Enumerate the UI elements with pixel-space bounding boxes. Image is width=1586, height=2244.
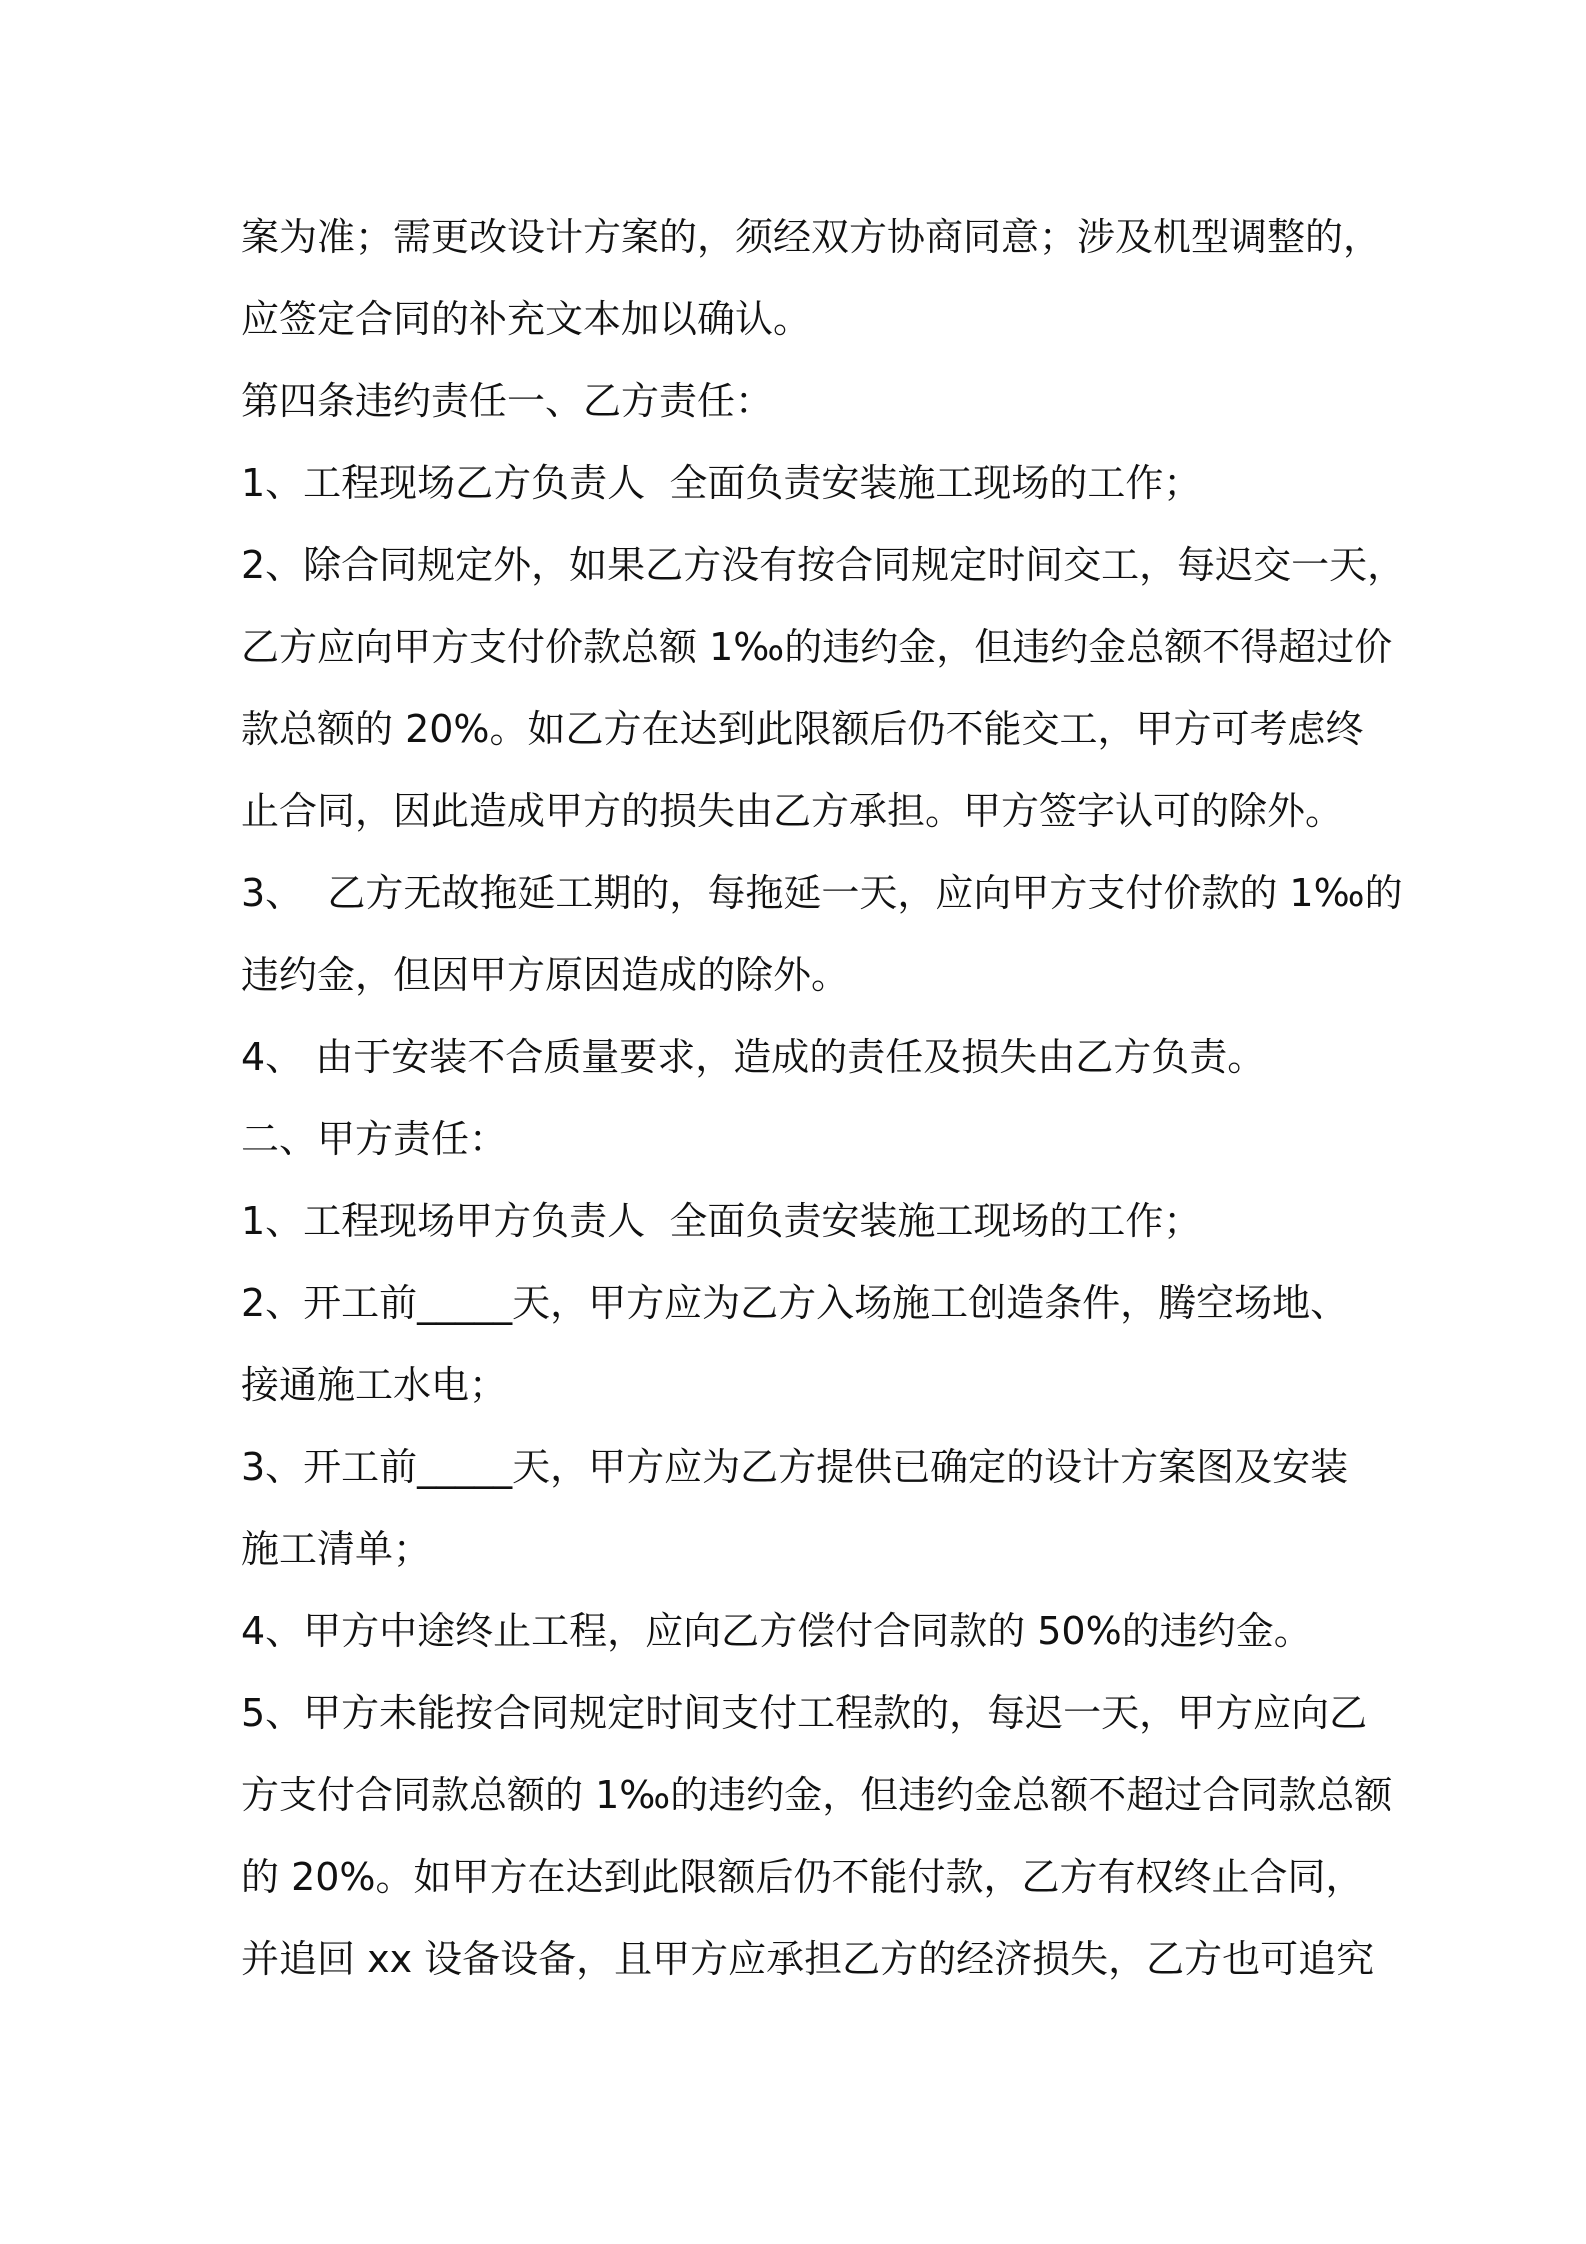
text-line: 违约金，但因甲方原因造成的除外。 [241, 953, 850, 997]
text-line: 第四条违约责任一、乙方责任： [241, 379, 774, 423]
text-line: 3、开工前_____天，甲方应为乙方提供已确定的设计方案图及安装 [241, 1445, 1349, 1489]
text-line: 1、工程现场甲方负责人 全面负责安装施工现场的工作； [241, 1199, 1202, 1243]
text-line: 4、 由于安装不合质量要求，造成的责任及损失由乙方负责。 [241, 1035, 1266, 1079]
text-line: 款总额的 20%。如乙方在达到此限额后仍不能交工，甲方可考虑终 [241, 707, 1364, 751]
text-line: 方支付合同款总额的 1‰的违约金，但违约金总额不超过合同款总额 [241, 1773, 1393, 1817]
text-line: 2、开工前_____天，甲方应为乙方入场施工创造条件，腾空场地、 [241, 1281, 1349, 1325]
text-line: 并追回 xx 设备设备，且甲方应承担乙方的经济损失，乙方也可追究 [241, 1937, 1375, 1981]
text-line: 接通施工水电； [241, 1363, 508, 1407]
text-line: 的 20%。如甲方在达到此限额后仍不能付款，乙方有权终止合同， [241, 1855, 1364, 1899]
text-line: 二、甲方责任： [241, 1117, 508, 1161]
text-line: 止合同，因此造成甲方的损失由乙方承担。甲方签字认可的除外。 [241, 789, 1344, 833]
text-line: 施工清单； [241, 1527, 432, 1571]
text-line: 1、工程现场乙方负责人 全面负责安装施工现场的工作； [241, 461, 1202, 505]
text-line: 案为准；需更改设计方案的，须经双方协商同意；涉及机型调整的， [241, 215, 1382, 259]
text-line: 4、甲方中途终止工程，应向乙方偿付合同款的 50%的违约金。 [241, 1609, 1312, 1653]
text-line: 乙方应向甲方支付价款总额 1‰的违约金，但违约金总额不得超过价 [241, 625, 1393, 669]
document-body [241, 196, 1406, 2000]
text-line: 应签定合同的补充文本加以确认。 [241, 297, 812, 341]
text-line: 5、甲方未能按合同规定时间支付工程款的，每迟一天，甲方应向乙 [241, 1691, 1368, 1735]
text-line: 2、除合同规定外，如果乙方没有按合同规定时间交工，每迟交一天， [241, 543, 1406, 587]
text-line: 3、 乙方无故拖延工期的，每拖延一天，应向甲方支付价款的 1‰的 [241, 871, 1403, 915]
